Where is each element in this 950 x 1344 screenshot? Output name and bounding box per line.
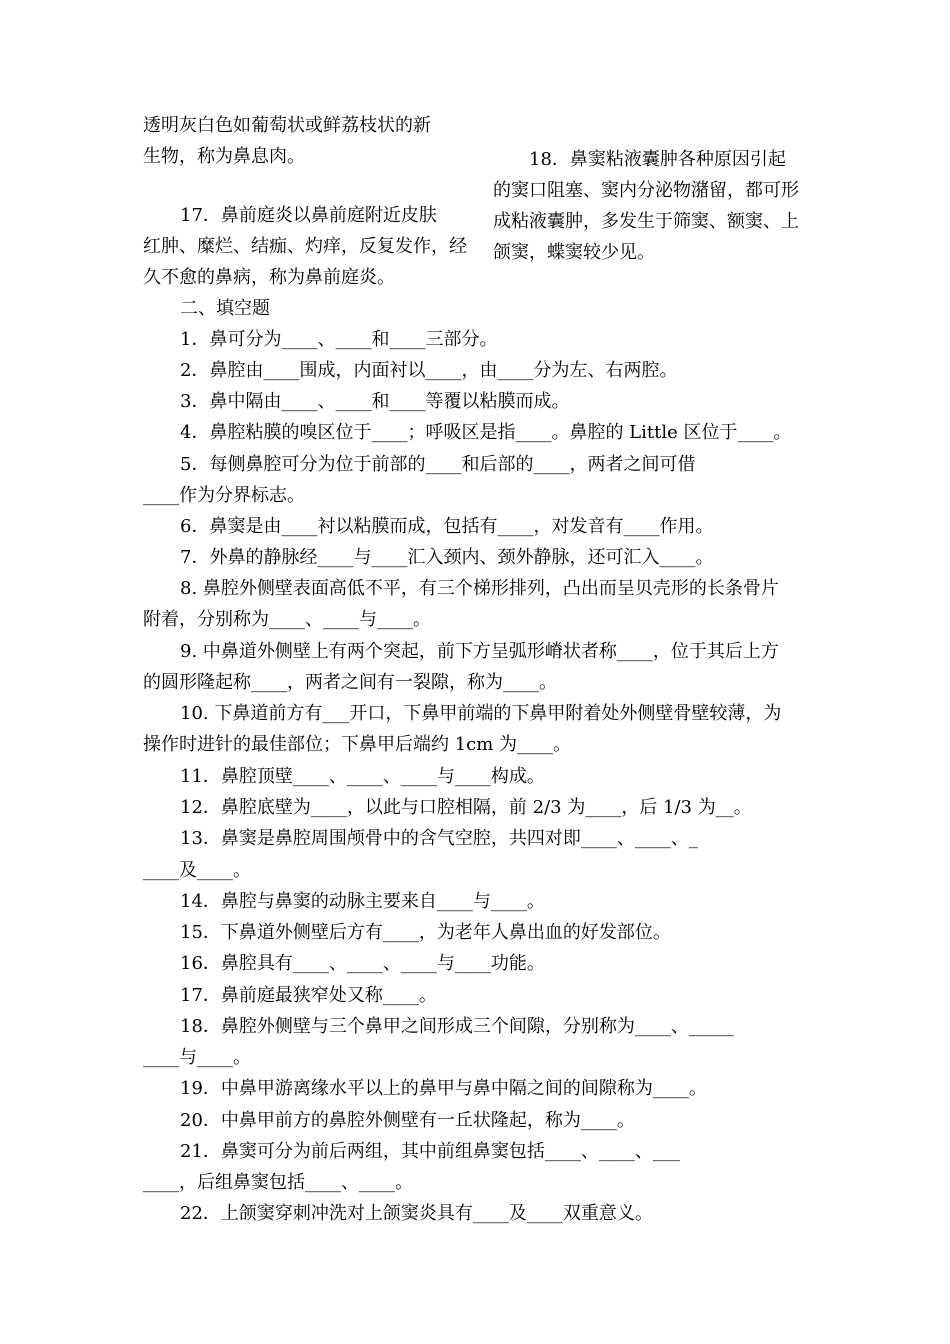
item-13-cont: ____及____。 (143, 860, 251, 881)
item-22: 22．上颌窦穿刺冲洗对上颌窦炎具有____及____双重意义。 (180, 1203, 653, 1224)
item-6: 6．鼻窦是由____衬以粘膜而成，包括有____，对发音有____作用。 (180, 516, 714, 537)
item-13: 13．鼻窦是鼻腔周围颅骨中的含气空腔，共四对即____、____、_ (180, 828, 698, 849)
p16-line-1: 透明灰白色如葡萄状或鲜荔枝状的新 (143, 115, 431, 136)
p18-line-1: 18．鼻窦粘液囊肿各种原因引起 (529, 149, 786, 170)
item-17: 17．鼻前庭最狭窄处又称____。 (180, 985, 437, 1006)
item-8-cont: 附着，分别称为____、____与____。 (143, 609, 431, 630)
item-10: 10. 下鼻道前方有___开口，下鼻甲前端的下鼻甲附着处外侧壁骨壁较薄，为 (180, 703, 782, 724)
item-18-cont: ____与____。 (143, 1047, 251, 1068)
item-8: 8. 鼻腔外侧壁表面高低不平，有三个梯形排列，凸出而呈贝壳形的长条骨片 (180, 578, 779, 599)
item-20: 20．中鼻甲前方的鼻腔外侧壁有一丘状隆起，称为____。 (180, 1110, 635, 1131)
item-2: 2．鼻腔由____围成，内面衬以____，由____分为左、右两腔。 (180, 360, 678, 381)
section-title: 二、填空题 (180, 298, 270, 319)
item-12: 12．鼻腔底壁为____，以此与口腔相隔，前 2/3 为____，后 1/3 为__。 (180, 797, 752, 818)
p18-line-4: 颌窦，蝶窦较少见。 (493, 242, 655, 263)
p18-line-3: 成粘液囊肿，多发生于筛窦、额窦、上 (493, 211, 799, 232)
item-18: 18．鼻腔外侧壁与三个鼻甲之间形成三个间隙，分别称为____、_____ (180, 1016, 734, 1037)
item-16: 16．鼻腔具有____、____、____与____功能。 (180, 953, 545, 974)
p17-line-2: 红肿、糜烂、结痂、灼痒，反复发作，经 (143, 236, 467, 257)
item-21-cont: ____，后组鼻窦包括____、____。 (143, 1172, 413, 1193)
item-5: 5．每侧鼻腔可分为位于前部的____和后部的____，两者之间可借 (180, 454, 696, 475)
p17-line-1: 17．鼻前庭炎以鼻前庭附近皮肤 (180, 205, 437, 226)
item-7: 7．外鼻的静脉经____与____汇入颈内、颈外静脉，还可汇入____。 (180, 547, 714, 568)
item-9-cont: 的圆形隆起称____，两者之间有一裂隙，称为____。 (143, 672, 557, 693)
item-10-cont: 操作时进针的最佳部位；下鼻甲后端约 1cm 为____。 (143, 734, 572, 755)
item-5-cont: ____作为分界标志。 (143, 485, 305, 506)
p18-line-2: 的窦口阻塞、窦内分泌物潴留，都可形 (493, 180, 799, 201)
item-9: 9. 中鼻道外侧壁上有两个突起，前下方呈弧形嵴状者称____，位于其后上方 (180, 641, 779, 662)
item-15: 15．下鼻道外侧壁后方有____，为老年人鼻出血的好发部位。 (180, 922, 671, 943)
item-3: 3．鼻中隔由____、____和____等覆以粘膜而成。 (180, 391, 570, 412)
item-1: 1．鼻可分为____、____和____三部分。 (180, 329, 498, 350)
item-4: 4．鼻腔粘膜的嗅区位于____；呼吸区是指____。鼻腔的 Little 区位于____。 (180, 422, 792, 443)
item-19: 19．中鼻甲游离缘水平以上的鼻甲与鼻中隔之间的间隙称为____。 (180, 1078, 707, 1099)
item-14: 14．鼻腔与鼻窦的动脉主要来自____与____。 (180, 891, 545, 912)
p16-line-2: 生物，称为鼻息肉。 (143, 146, 305, 167)
item-21: 21．鼻窦可分为前后两组，其中前组鼻窦包括____、____、___ (180, 1141, 680, 1162)
item-11: 11．鼻腔顶壁____、____、____与____构成。 (180, 766, 545, 787)
p17-line-3: 久不愈的鼻病，称为鼻前庭炎。 (143, 267, 395, 288)
